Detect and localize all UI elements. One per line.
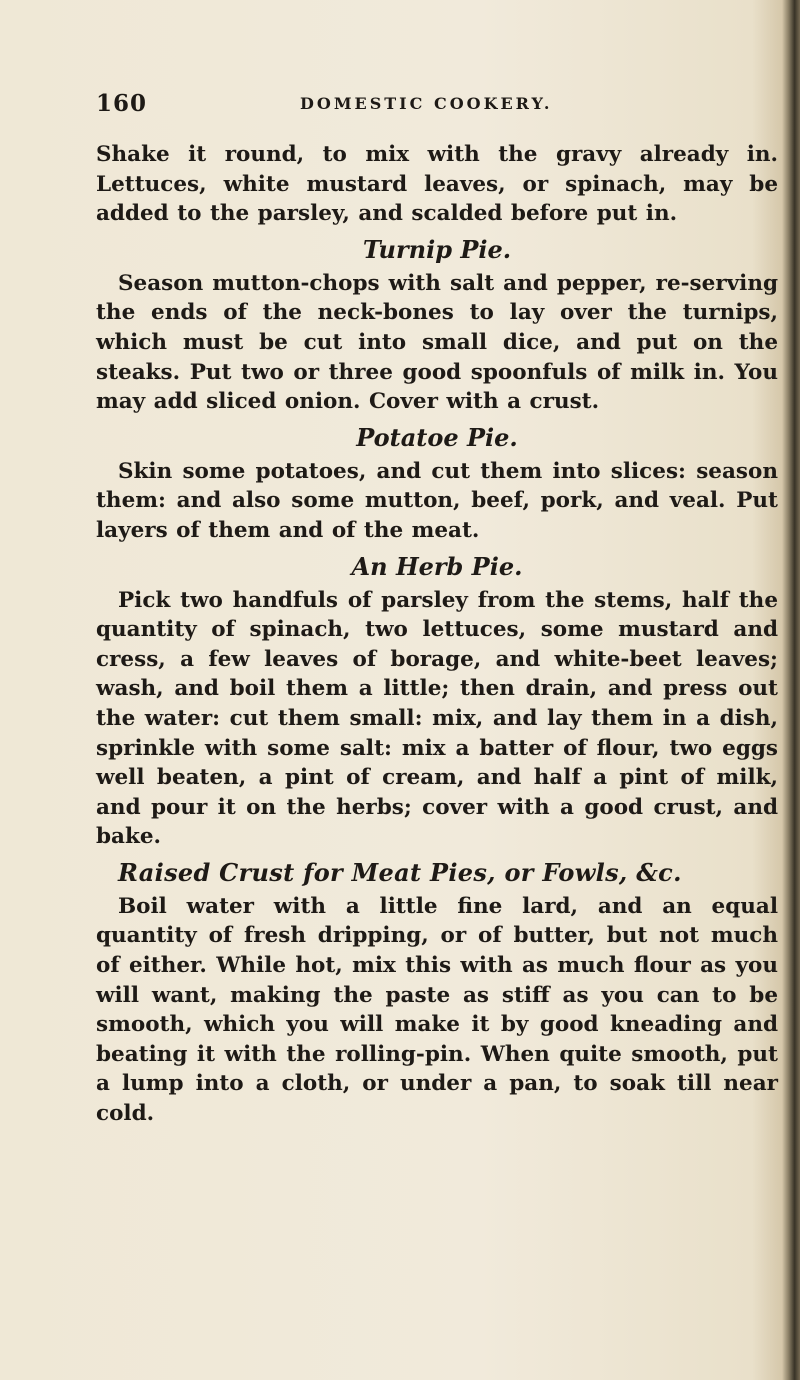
book-spine-shadow [782,0,800,1380]
recipe-heading-raised-crust: Raised Crust for Meat Pies, or Fowls, &c. [118,857,682,887]
recipe-heading-herb-pie: An Herb Pie. [351,551,523,581]
paragraph-continuation: Shake it round, to mix with the gravy already in. Lettuces, white mustard leaves, or spinach, may be added to the parsley, and scalded before put in. [96,142,778,227]
recipe-text-raised-crust: Boil water with a little fine lard, and an equal quantity of fresh dripping, or of butter, but not much of either. While hot, mix this with as much flour as you will want, making the paste as stiff as you can to be smooth, which you will make it by good kneading and beating it with the rolling-pin. When quite smooth, put a lump into a cloth, or under a pan, to soak till near cold. [96,893,778,1127]
recipe-heading-potatoe-pie: Potatoe Pie. [356,422,518,452]
running-title: DOMESTIC COOKERY. [300,94,553,113]
body-text [96,140,778,1129]
recipe-text-herb-pie: Pick two handfuls of parsley from the stems, half the quantity of spinach, two lettuces, some mustard and cress, a few leaves of borage, and white-beet leaves; wash, and boil them a little; then drain, and press out the water: cut them small: mix, and lay them in a dish, sprinkle with some salt: mix a batter of flour, two eggs well beaten, a pint of cream, and half a pint of milk, and pour it on the herbs; cover with a good crust, and bake. [96,587,778,850]
page-number: 160 [96,90,148,117]
running-head [96,90,656,120]
recipe-text-potatoe-pie: Skin some potatoes, and cut them into slices: season them: and also some mutton, beef, pork, and veal. Put layers of them and of the meat. [96,458,778,543]
recipe-heading-turnip-pie: Turnip Pie. [362,234,512,264]
recipe-text-turnip-pie: Season mutton-chops with salt and pepper, re-serving the ends of the neck-bones to lay over the turnips, which must be cut into small dice, and put on the steaks. Put two or three good spoonfuls of milk in. You may add sliced onion. Cover with a crust. [96,270,778,415]
